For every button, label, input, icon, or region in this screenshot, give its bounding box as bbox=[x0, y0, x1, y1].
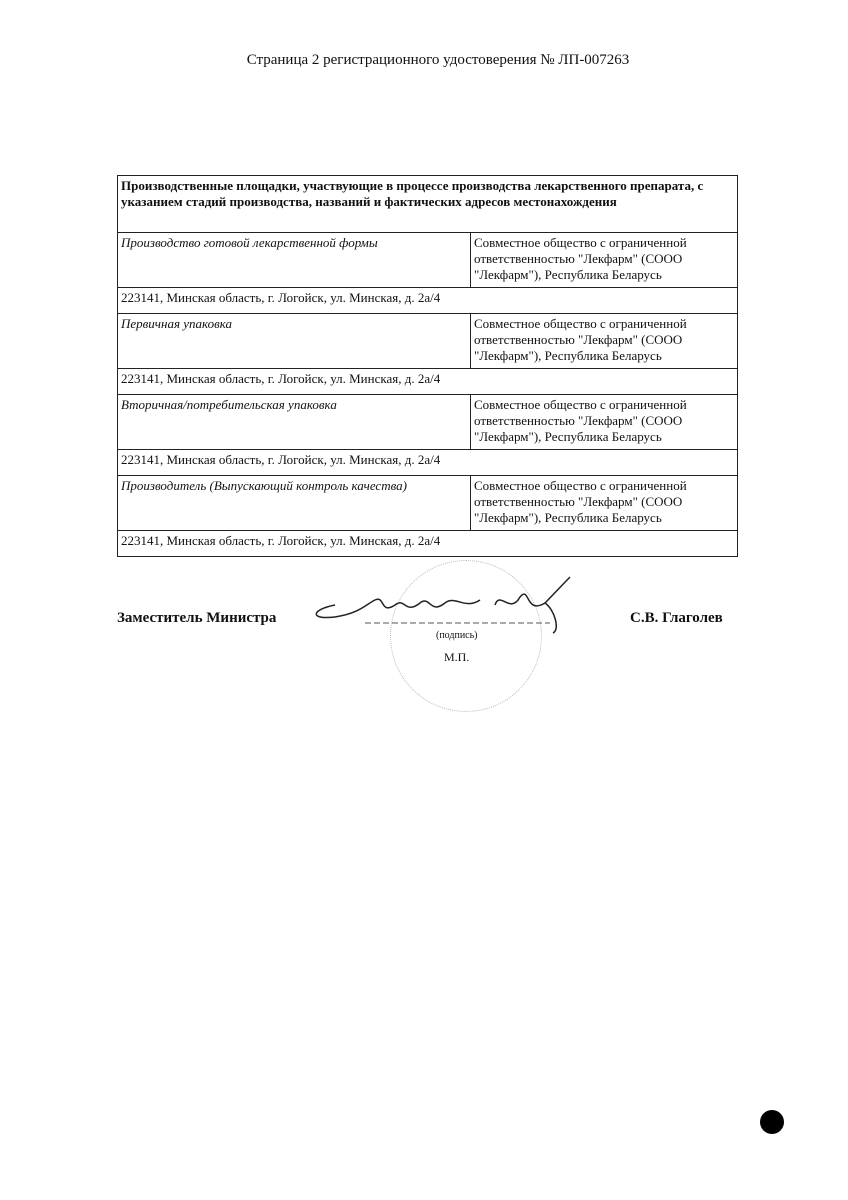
stage-cell: Производитель (Выпускающий контроль качества) bbox=[118, 476, 471, 531]
stage-cell: Производство готовой лекарственной формы bbox=[118, 233, 471, 288]
org-cell: Совместное общество с ограниченной ответственностью "Лекфарм" (СООО "Лекфарм"), Республика Беларусь bbox=[471, 233, 738, 288]
table-row bbox=[118, 476, 738, 531]
address-cell: 223141, Минская область, г. Логойск, ул. Минская, д. 2а/4 bbox=[118, 288, 738, 314]
org-cell: Совместное общество с ограниченной ответственностью "Лекфарм" (СООО "Лекфарм"), Республика Беларусь bbox=[471, 395, 738, 450]
stage-cell: Первичная упаковка bbox=[118, 314, 471, 369]
table-row bbox=[118, 450, 738, 476]
address-cell: 223141, Минская область, г. Логойск, ул. Минская, д. 2а/4 bbox=[118, 369, 738, 395]
scan-mark bbox=[760, 1110, 784, 1134]
org-cell: Совместное общество с ограниченной ответственностью "Лекфарм" (СООО "Лекфарм"), Республика Беларусь bbox=[471, 476, 738, 531]
seal-place-label: М.П. bbox=[444, 650, 470, 664]
production-sites-table bbox=[117, 175, 738, 557]
signature-caption: (подпись) bbox=[436, 630, 478, 641]
stage-cell: Вторичная/потребительская упаковка bbox=[118, 395, 471, 450]
address-cell: 223141, Минская область, г. Логойск, ул. Минская, д. 2а/4 bbox=[118, 531, 738, 557]
signatory-name: С.В. Глаголев bbox=[630, 610, 723, 626]
org-cell: Совместное общество с ограниченной ответственностью "Лекфарм" (СООО "Лекфарм"), Республика Беларусь bbox=[471, 314, 738, 369]
signatory-position: Заместитель Министра bbox=[117, 610, 277, 626]
table-row bbox=[118, 288, 738, 314]
table-row bbox=[118, 395, 738, 450]
page-title: Страница 2 регистрационного удостоверения № ЛП-007263 bbox=[246, 52, 630, 68]
table-header-row bbox=[118, 176, 738, 233]
table-row bbox=[118, 314, 738, 369]
table-row bbox=[118, 531, 738, 557]
table-heading: Производственные площадки, участвующие в процессе производства лекарственного препарата, с указанием стадий производства, названий и фактических адресов местонахождения bbox=[118, 176, 738, 233]
signature-image bbox=[305, 575, 575, 635]
table-row bbox=[118, 233, 738, 288]
table-row bbox=[118, 369, 738, 395]
address-cell: 223141, Минская область, г. Логойск, ул. Минская, д. 2а/4 bbox=[118, 450, 738, 476]
